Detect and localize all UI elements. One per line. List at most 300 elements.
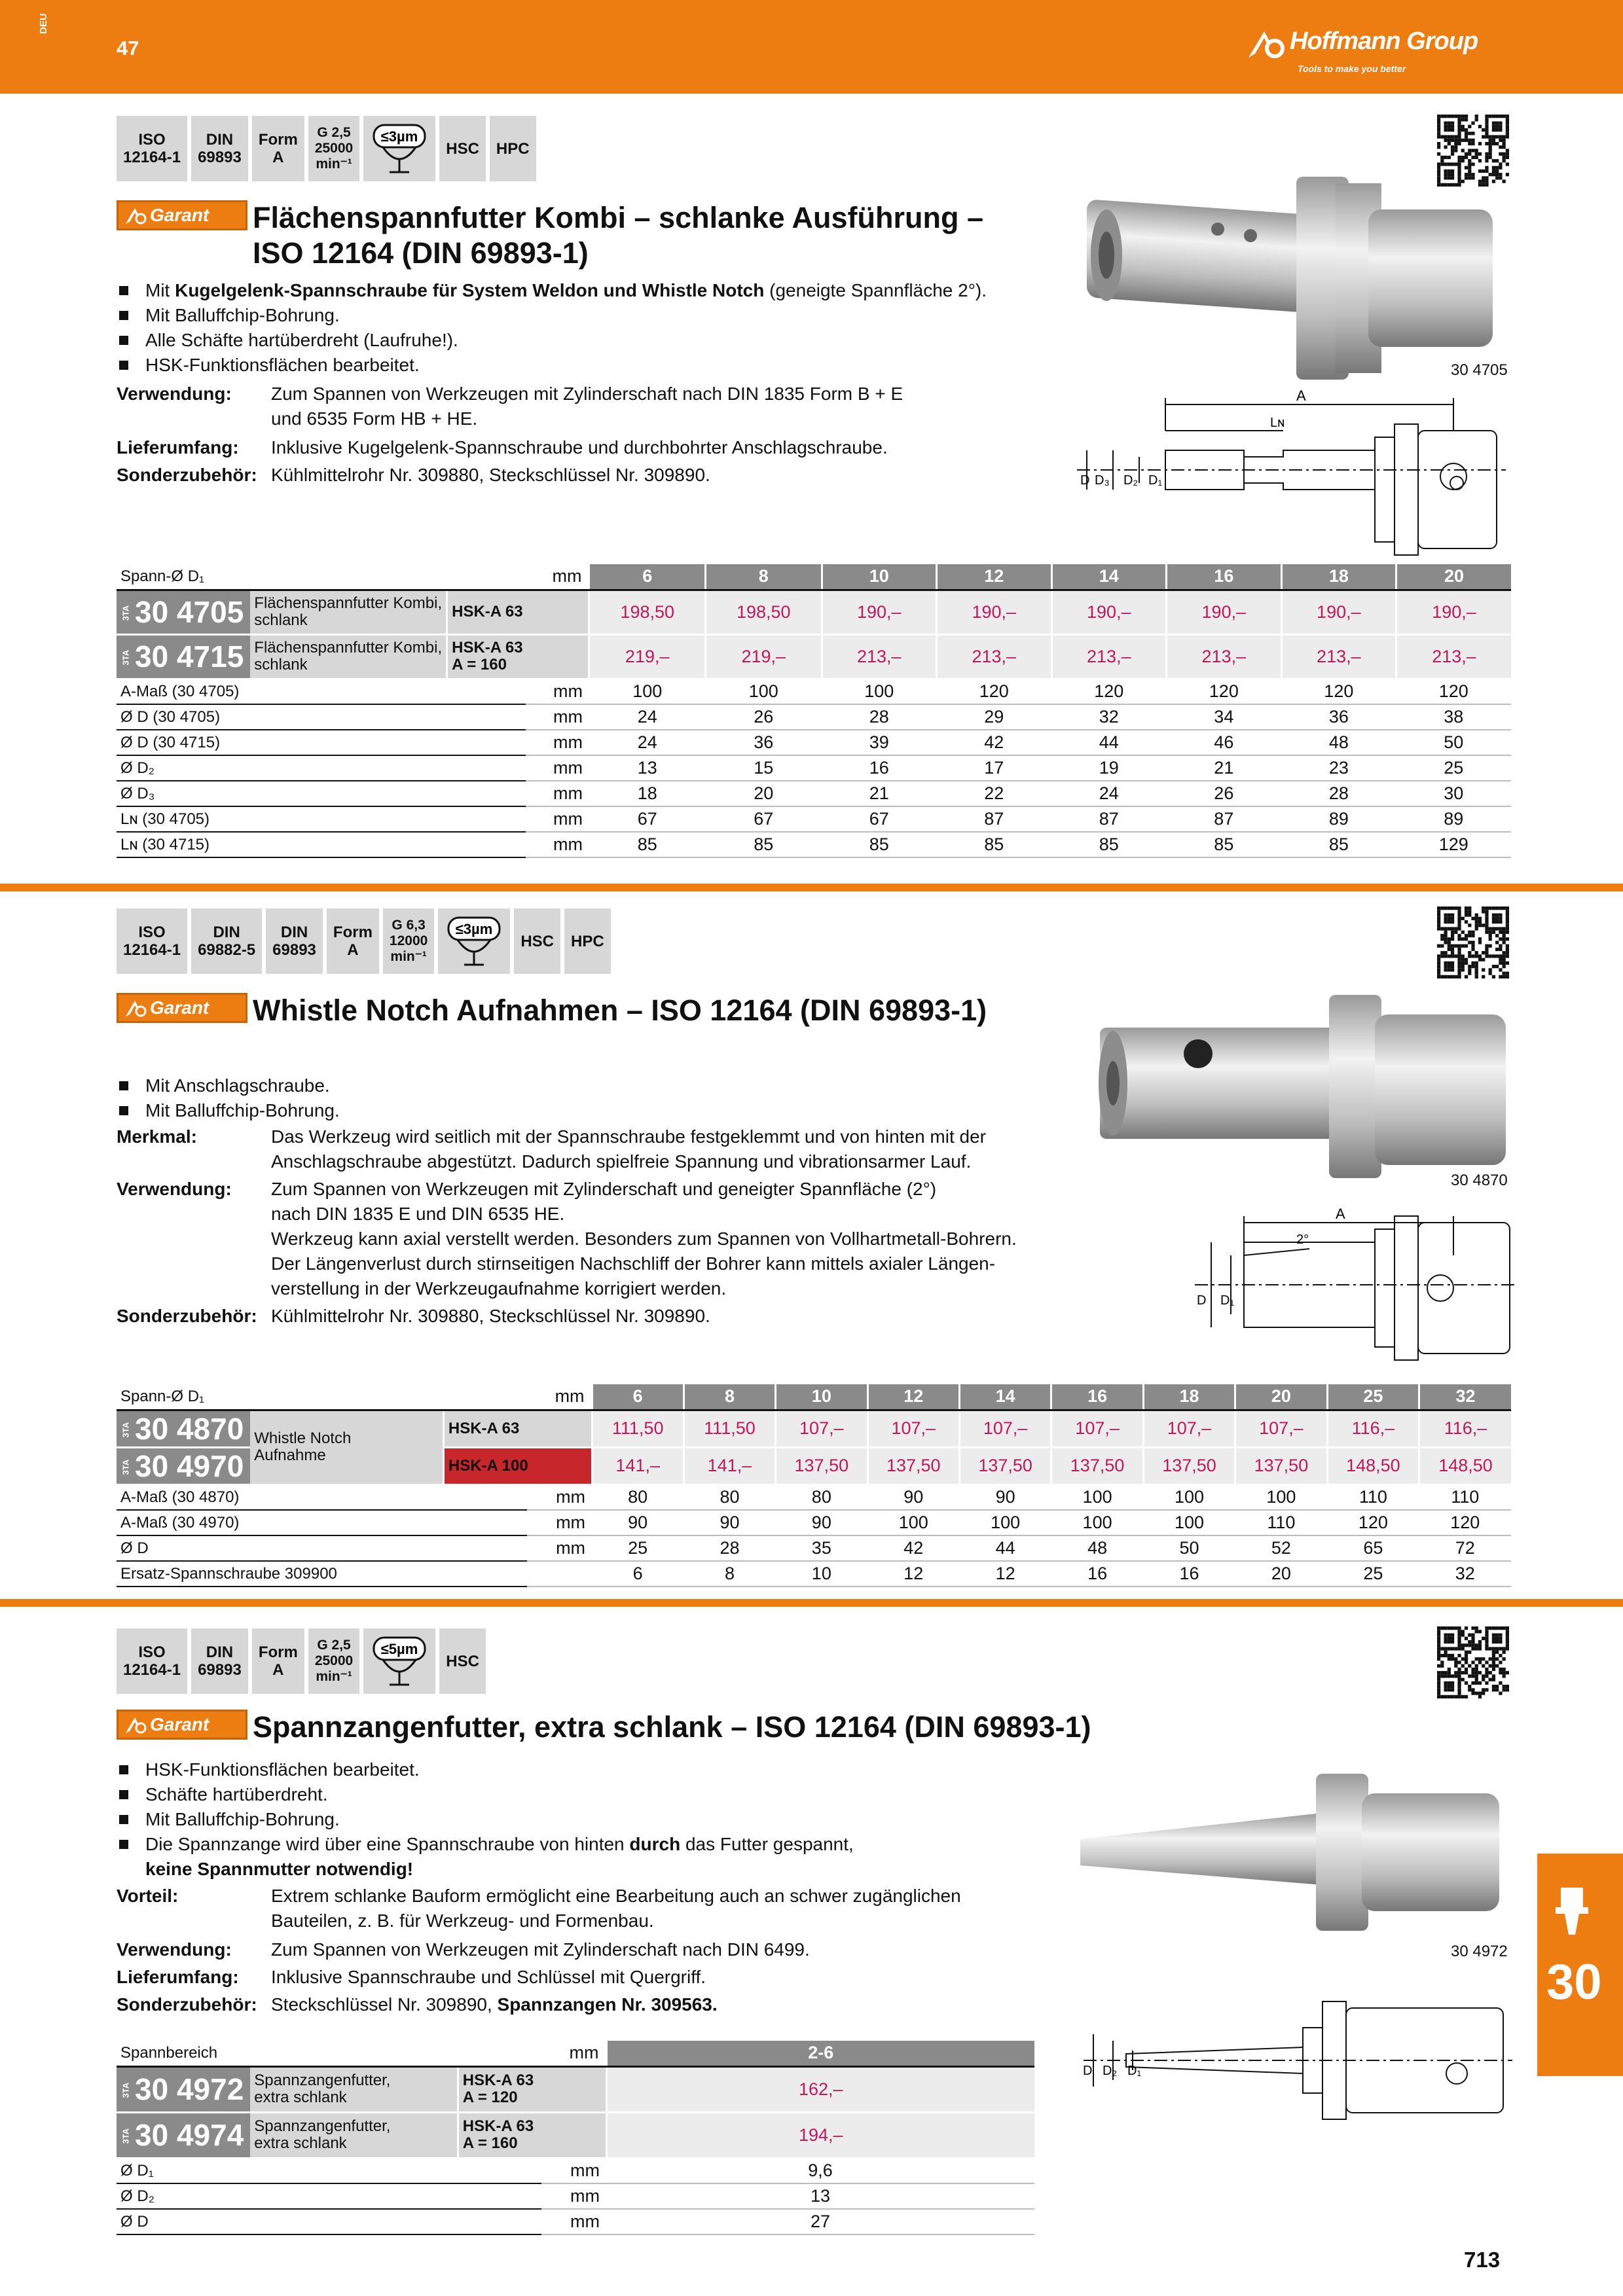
price-cell[interactable]: 107,– — [776, 1410, 867, 1447]
accessory-key: Sonderzubehör: — [117, 1306, 257, 1326]
table-cell: 100 — [589, 679, 706, 704]
spec-badge — [327, 908, 383, 974]
price-cell[interactable]: 137,50 — [959, 1447, 1051, 1484]
badge-line: 69893 — [198, 1661, 242, 1679]
product-title-3: Spannzangenfutter, extra schlank – ISO 12164 (DIN 69893-1) — [253, 1710, 1091, 1744]
dim-label-d1: D₁ — [1127, 2064, 1142, 2078]
table-cell: 16 — [1143, 1561, 1235, 1587]
table-cell: 87 — [937, 806, 1052, 832]
table-cell: 46 — [1167, 730, 1282, 755]
price-cell[interactable]: 162,– — [606, 2066, 1034, 2112]
table-cell: 85 — [1051, 832, 1167, 857]
price-cell[interactable]: 213,– — [1167, 634, 1282, 679]
badge-line: HSC — [446, 139, 479, 158]
price-cell[interactable]: 213,– — [1281, 634, 1396, 679]
row-unit: mm — [527, 1510, 592, 1535]
bullet-square — [119, 286, 128, 295]
price-cell[interactable]: 107,– — [1235, 1410, 1327, 1447]
bullet-square — [119, 336, 128, 345]
row-label: Lɴ (30 4705) — [117, 806, 526, 832]
article-tag: 3TA — [120, 2128, 131, 2144]
scope-key: Lieferumfang: — [117, 1967, 239, 1987]
price-cell[interactable]: 141,– — [684, 1447, 775, 1484]
desc-line: Spannzangenfutter, — [254, 2072, 391, 2089]
table-cell: 44 — [959, 1535, 1051, 1561]
usage-value-2: und 6535 Form HB + HE. — [271, 408, 478, 429]
table-cell: 22 — [937, 781, 1052, 806]
table-header-cell: 16 — [1167, 564, 1282, 590]
table-cell: 90 — [959, 1484, 1051, 1510]
table-header-cell: 6 — [592, 1384, 684, 1410]
garant-logo-icon — [125, 206, 147, 224]
price-row — [117, 634, 1511, 679]
price-cell[interactable]: 137,50 — [1143, 1447, 1235, 1484]
price-row — [117, 2112, 1034, 2158]
price-cell[interactable]: 137,50 — [776, 1447, 867, 1484]
bullet4-pre: Die Spannzange wird über eine Spannschraube von hinten — [145, 1834, 630, 1854]
feature-value-1: Das Werkzeug wird seitlich mit der Spannschraube festgeklemmt und von hinten mit der — [271, 1126, 986, 1147]
article-number-text: 30 4972 — [135, 2072, 244, 2106]
price-cell[interactable]: 213,– — [1051, 634, 1167, 679]
table-cell: 12 — [959, 1561, 1051, 1587]
qr-code-icon[interactable] — [1437, 1626, 1509, 1698]
garant-logo-text: Garant — [150, 997, 210, 1018]
table-cell: 87 — [1051, 806, 1167, 832]
price-cell[interactable]: 107,– — [1051, 1410, 1143, 1447]
feature-list-3b — [117, 1832, 1059, 1882]
table-cell: 32 — [1051, 704, 1167, 730]
usage-value-5: verstellung in der Werkzeugaufnahme korrigiert werden. — [271, 1278, 727, 1299]
row-label: Ø D₁ — [117, 2158, 541, 2183]
article-number-text: 30 4970 — [135, 1448, 244, 1483]
price-cell[interactable]: 190,– — [1396, 590, 1511, 634]
list-item — [117, 1782, 1059, 1807]
spec-badge — [252, 116, 308, 181]
badge-line: A — [272, 1661, 284, 1679]
table-cell: 89 — [1396, 806, 1511, 832]
table-header-cell: 2-6 — [606, 2041, 1034, 2066]
product-image-304972 — [1074, 1767, 1519, 1937]
row-unit: mm — [526, 704, 589, 730]
bullet-square — [119, 361, 128, 370]
accessory-value: Kühlmittelrohr Nr. 309880, Steckschlüssel Nr. 309890. — [271, 465, 710, 485]
badge-line: ISO — [138, 924, 166, 941]
price-cell[interactable]: 137,50 — [1235, 1447, 1327, 1484]
table-header-cell: 14 — [1051, 564, 1167, 590]
dim-label-d3: D₃ — [1095, 473, 1110, 488]
runout-badge — [438, 908, 514, 974]
price-cell[interactable]: 137,50 — [1051, 1447, 1143, 1484]
price-table-3 — [117, 2041, 1034, 2235]
hoffmann-logo-icon — [1247, 29, 1286, 59]
price-cell[interactable]: 116,– — [1419, 1410, 1511, 1447]
price-row — [117, 1410, 1511, 1447]
table-row — [117, 730, 1511, 755]
table-header-cell: 14 — [959, 1384, 1051, 1410]
row-unit: mm — [541, 2209, 606, 2234]
price-cell[interactable]: 190,– — [1051, 590, 1167, 634]
badge-line: DIN — [280, 924, 308, 941]
table-cell: 120 — [1051, 679, 1167, 704]
price-cell[interactable]: 213,– — [937, 634, 1052, 679]
table-cell: 100 — [867, 1510, 959, 1535]
bullet-square — [119, 1081, 128, 1090]
article-number[interactable] — [117, 634, 250, 679]
price-cell[interactable]: 194,– — [606, 2112, 1034, 2158]
badge-line: 25000 — [314, 141, 354, 156]
table-cell: 27 — [606, 2209, 1034, 2234]
dim-label-d: D — [1080, 473, 1090, 488]
article-number[interactable] — [117, 1447, 250, 1484]
bullet-square — [119, 311, 128, 320]
table-row — [117, 1484, 1511, 1510]
table-cell: 29 — [937, 704, 1052, 730]
row-unit: mm — [526, 806, 589, 832]
advantage-value-2: Bauteilen, z. B. für Werkzeug- und Formenbau. — [271, 1910, 654, 1931]
price-cell[interactable]: 213,– — [822, 634, 937, 679]
list-item-text: Mit Balluffchip-Bohrung. — [145, 305, 340, 325]
row-label: Lɴ (30 4715) — [117, 832, 526, 857]
table-header-label: Spann-Ø D₁ — [117, 564, 526, 590]
table-cell: 65 — [1327, 1535, 1419, 1561]
page-number-top: 47 — [117, 37, 139, 60]
usage-value: Zum Spannen von Werkzeugen mit Zylinderschaft nach DIN 6499. — [271, 1939, 810, 1960]
table-row — [117, 1535, 1511, 1561]
price-cell[interactable]: 107,– — [1143, 1410, 1235, 1447]
article-description — [250, 1410, 443, 1484]
garant-logo-icon — [125, 999, 147, 1017]
bullet-square — [119, 1106, 128, 1115]
brand-tagline: Tools to make you better — [1298, 63, 1406, 74]
table-cell: 48 — [1051, 1535, 1143, 1561]
list-item-text: HSK-Funktionsflächen bearbeitet. — [145, 355, 420, 375]
table-header-cell: 20 — [1396, 564, 1511, 590]
spec-badge — [266, 908, 327, 974]
usage-value-1: Zum Spannen von Werkzeugen mit Zylinderschaft nach DIN 1835 Form B + E — [271, 384, 903, 404]
garant-logo-icon — [125, 1715, 147, 1734]
price-cell[interactable]: 107,– — [867, 1410, 959, 1447]
table-cell: 67 — [705, 806, 822, 832]
product-title-2: Whistle Notch Aufnahmen – ISO 12164 (DIN 69893-1) — [253, 994, 987, 1027]
badge-line: 69893 — [198, 149, 242, 166]
table-cell: 34 — [1167, 704, 1282, 730]
list-item-text: HSK-Funktionsflächen bearbeitet. — [145, 1759, 420, 1780]
badge-line: min⁻¹ — [316, 156, 352, 171]
row-label: Ersatz-Spannschraube 309900 — [117, 1561, 527, 1587]
badge-line: 69893 — [272, 941, 316, 959]
spec-text-3 — [117, 1884, 1059, 2017]
desc-line: Spannzangenfutter, — [254, 2117, 391, 2135]
table-cell: 26 — [705, 704, 822, 730]
usage-value-4: Der Längenverlust durch stirnseitigen Nachschliff der Bohrer kann mittels axialer Längen- — [271, 1253, 996, 1274]
dim-label-a: A — [1296, 387, 1306, 404]
table-cell: 23 — [1281, 755, 1396, 781]
list-item-text: Mit Anschlagschraube. — [145, 1075, 330, 1096]
table-cell: 21 — [1167, 755, 1282, 781]
price-cell[interactable]: 213,– — [1396, 634, 1511, 679]
table-header-cell: 25 — [1327, 1384, 1419, 1410]
table-cell: 110 — [1235, 1510, 1327, 1535]
dim-label-a: A — [1336, 1206, 1345, 1222]
table-header-unit: mm — [541, 2041, 606, 2066]
row-label: Ø D₂ — [117, 755, 526, 781]
table-cell: 85 — [937, 832, 1052, 857]
list-item — [117, 1807, 1059, 1832]
desc-line: Flächenspannfutter Kombi, — [254, 594, 443, 612]
table-cell: 16 — [1051, 1561, 1143, 1587]
table-cell: 24 — [589, 704, 706, 730]
dim-label-d1: D₁ — [1148, 473, 1163, 488]
table-row — [117, 2183, 1034, 2209]
usage-key: Verwendung: — [117, 384, 232, 404]
table-cell: 35 — [776, 1535, 867, 1561]
technical-drawing-2 — [1192, 1203, 1519, 1373]
garant-logo-text: Garant — [150, 205, 210, 225]
article-tag: 3TA — [120, 1459, 131, 1475]
price-row — [117, 590, 1511, 634]
spec-badge — [308, 116, 363, 181]
scope-key: Lieferumfang: — [117, 437, 239, 457]
spec-badge — [191, 116, 252, 181]
article-number[interactable] — [117, 1410, 250, 1447]
dim-label-d1: D₁ — [1220, 1293, 1235, 1308]
table-cell: 24 — [589, 730, 706, 755]
table-cell: 85 — [705, 832, 822, 857]
table-cell: 120 — [1396, 679, 1511, 704]
table-cell: 80 — [684, 1484, 775, 1510]
list-item-text: Schäfte hartüberdreht. — [145, 1784, 328, 1804]
price-cell[interactable]: 141,– — [592, 1447, 684, 1484]
table-header-cell: 6 — [589, 564, 706, 590]
row-unit: mm — [527, 1535, 592, 1561]
accessory-key: Sonderzubehör: — [117, 1994, 257, 2015]
language-code: DEU — [38, 13, 49, 34]
badge-line: 69882-5 — [198, 941, 256, 959]
garant-logo — [117, 200, 247, 230]
row-unit — [527, 1561, 592, 1587]
desc-line: Flächenspannfutter Kombi, — [254, 639, 443, 656]
list-item — [117, 1073, 1059, 1098]
row-label: Ø D₂ — [117, 2183, 541, 2209]
row-unit: mm — [526, 679, 589, 704]
technical-drawing-3 — [1080, 1995, 1519, 2126]
price-cell[interactable]: 111,50 — [684, 1410, 775, 1447]
table-cell: 80 — [592, 1484, 684, 1510]
bullet4-bold: durch — [629, 1834, 681, 1854]
hsk-line: HSK-A 63 — [452, 639, 523, 656]
badge-line: Form — [258, 1643, 298, 1661]
hsk-size — [458, 2066, 606, 2112]
table-cell: 110 — [1327, 1484, 1419, 1510]
garant-logo-text: Garant — [150, 1714, 210, 1734]
table-row — [117, 2209, 1034, 2234]
advantage-key: Vorteil: — [117, 1886, 179, 1906]
list-item-text: Mit Kugelgelenk-Spannschraube für System Weldon und Whistle Notch (geneigte Spannfläche 2°). — [145, 280, 987, 300]
badge-line: G 2,5 — [317, 1638, 351, 1653]
table-header-cell: 12 — [937, 564, 1052, 590]
hsk-line: HSK-A 63 — [452, 603, 523, 620]
badge-line: min⁻¹ — [390, 949, 427, 964]
table-cell: 9,6 — [606, 2158, 1034, 2183]
price-cell[interactable]: 190,– — [1281, 590, 1396, 634]
chapter-number: 30 — [1546, 1954, 1602, 2010]
bullet-square — [119, 1840, 128, 1849]
table-cell: 100 — [822, 679, 937, 704]
table-cell: 38 — [1396, 704, 1511, 730]
table-cell: 100 — [1143, 1484, 1235, 1510]
image-label-304972: 30 4972 — [1451, 1943, 1508, 1960]
qr-code-icon[interactable] — [1437, 906, 1509, 978]
price-cell[interactable]: 190,– — [937, 590, 1052, 634]
table-header-unit: mm — [527, 1384, 592, 1410]
accessory-value-1: Steckschlüssel Nr. 309890, — [271, 1994, 498, 2015]
spec-badge — [439, 1628, 490, 1694]
badge-line: A — [347, 941, 359, 959]
table-cell: 100 — [705, 679, 822, 704]
article-number[interactable] — [117, 2112, 250, 2158]
runout-badge — [363, 116, 439, 181]
table-cell: 25 — [1396, 755, 1511, 781]
usage-key: Verwendung: — [117, 1179, 232, 1199]
price-cell[interactable]: 198,50 — [589, 590, 706, 634]
tool-holder-icon — [1549, 1885, 1595, 1937]
product-title-1 — [253, 200, 983, 271]
table-header-cell: 18 — [1281, 564, 1396, 590]
price-cell[interactable]: 107,– — [959, 1410, 1051, 1447]
runout-icon — [370, 1635, 429, 1687]
article-tag: 3TA — [120, 2083, 131, 2098]
table-cell: 30 — [1396, 781, 1511, 806]
table-header-cell: 18 — [1143, 1384, 1235, 1410]
price-cell[interactable]: 219,– — [705, 634, 822, 679]
garant-logo — [117, 1710, 247, 1740]
badge-line: 12164-1 — [123, 1661, 181, 1679]
row-unit: mm — [527, 1484, 592, 1510]
price-cell[interactable]: 137,50 — [867, 1447, 959, 1484]
row-unit: mm — [526, 781, 589, 806]
row-unit: mm — [541, 2158, 606, 2183]
table-cell: 28 — [822, 704, 937, 730]
list-item — [117, 1757, 1059, 1782]
usage-value-2: nach DIN 1835 E und DIN 6535 HE. — [271, 1204, 565, 1224]
bullet-square — [119, 1790, 128, 1799]
price-cell[interactable]: 148,50 — [1419, 1447, 1511, 1484]
table-header-cell: 8 — [684, 1384, 775, 1410]
list-item-text: Mit Balluffchip-Bohrung. — [145, 1809, 340, 1829]
accessory-key: Sonderzubehör: — [117, 465, 257, 485]
price-cell[interactable]: 111,50 — [592, 1410, 684, 1447]
garant-logo — [117, 993, 247, 1023]
badge-line: Form — [333, 924, 373, 941]
row-unit: mm — [541, 2183, 606, 2209]
table-cell: 24 — [1051, 781, 1167, 806]
spec-badge — [490, 116, 540, 181]
badge-line: 12000 — [389, 933, 428, 948]
table-header-cell: 20 — [1235, 1384, 1327, 1410]
table-row — [117, 755, 1511, 781]
badge-line: A — [272, 149, 284, 166]
title-line-1: Flächenspannfutter Kombi – schlanke Ausführung – — [253, 201, 983, 234]
runout-icon — [445, 915, 503, 967]
price-cell[interactable]: 219,– — [589, 634, 706, 679]
article-number-text: 30 4974 — [135, 2118, 244, 2152]
usage-key: Verwendung: — [117, 1939, 232, 1960]
table-cell: 100 — [1143, 1510, 1235, 1535]
table-cell: 26 — [1167, 781, 1282, 806]
list-item — [117, 303, 1059, 328]
advantage-value-1: Extrem schlanke Bauform ermöglicht eine Bearbeitung auch an schwer zugänglichen — [271, 1886, 961, 1906]
spec-badge — [383, 908, 438, 974]
table-row — [117, 1561, 1511, 1587]
table-cell: 6 — [592, 1561, 684, 1587]
feature-list-3 — [117, 1757, 1059, 1832]
badge-line: G 2,5 — [317, 125, 351, 140]
table-cell: 129 — [1396, 832, 1511, 857]
article-tag: 3TA — [120, 605, 131, 621]
table-cell: 85 — [589, 832, 706, 857]
table-cell: 100 — [1051, 1510, 1143, 1535]
table-cell: 36 — [1281, 704, 1396, 730]
article-number[interactable] — [117, 2066, 250, 2112]
spec-badge — [308, 1628, 363, 1694]
table-cell: 89 — [1281, 806, 1396, 832]
page-number: 713 — [1464, 2248, 1501, 2272]
badge-line: G 6,3 — [392, 918, 426, 933]
price-cell[interactable]: 190,– — [822, 590, 937, 634]
runout-value: ≤5µm — [380, 1641, 418, 1657]
price-cell[interactable]: 116,– — [1327, 1410, 1419, 1447]
table-cell: 44 — [1051, 730, 1167, 755]
spec-badge — [117, 1628, 191, 1694]
table-cell: 42 — [867, 1535, 959, 1561]
badge-line: DIN — [206, 131, 234, 149]
price-cell[interactable]: 198,50 — [705, 590, 822, 634]
hsk-line: A = 160 — [452, 656, 507, 673]
spec-badge — [439, 116, 490, 181]
badge-line: 25000 — [314, 1653, 354, 1668]
article-tag: 3TA — [120, 1422, 131, 1438]
table-cell: 19 — [1051, 755, 1167, 781]
hsk-size: HSK-A 100 — [443, 1447, 592, 1484]
article-number[interactable] — [117, 590, 250, 634]
price-cell[interactable]: 190,– — [1167, 590, 1282, 634]
runout-badge — [363, 1628, 439, 1694]
spec-badge — [564, 908, 615, 974]
table-header-row — [117, 2041, 1034, 2066]
price-cell[interactable]: 148,50 — [1327, 1447, 1419, 1484]
table-cell: 120 — [1327, 1510, 1419, 1535]
table-cell: 50 — [1396, 730, 1511, 755]
table-header-unit: mm — [526, 564, 589, 590]
table-cell: 120 — [1167, 679, 1282, 704]
badge-line: HPC — [570, 932, 604, 950]
article-description — [250, 2112, 458, 2158]
article-description — [250, 634, 447, 679]
hsk-size — [447, 590, 589, 634]
scope-value: Inklusive Kugelgelenk-Spannschraube und durchbohrter Anschlagschraube. — [271, 437, 888, 457]
row-unit: mm — [526, 755, 589, 781]
list-item-text: Mit Balluffchip-Bohrung. — [145, 1100, 340, 1121]
table-header-label: Spannbereich — [117, 2041, 541, 2066]
table-cell: 85 — [822, 832, 937, 857]
bullet-square — [119, 1765, 128, 1774]
table-cell: 52 — [1235, 1535, 1327, 1561]
article-tag: 3TA — [120, 650, 131, 666]
feature-value-2: Anschlagschraube abgestützt. Dadurch spielfreie Spannung und vibrationsarmer Lauf. — [271, 1151, 972, 1172]
table-cell: 8 — [684, 1561, 775, 1587]
hsk-size — [458, 2112, 606, 2158]
desc-line: extra schlank — [254, 2089, 347, 2106]
